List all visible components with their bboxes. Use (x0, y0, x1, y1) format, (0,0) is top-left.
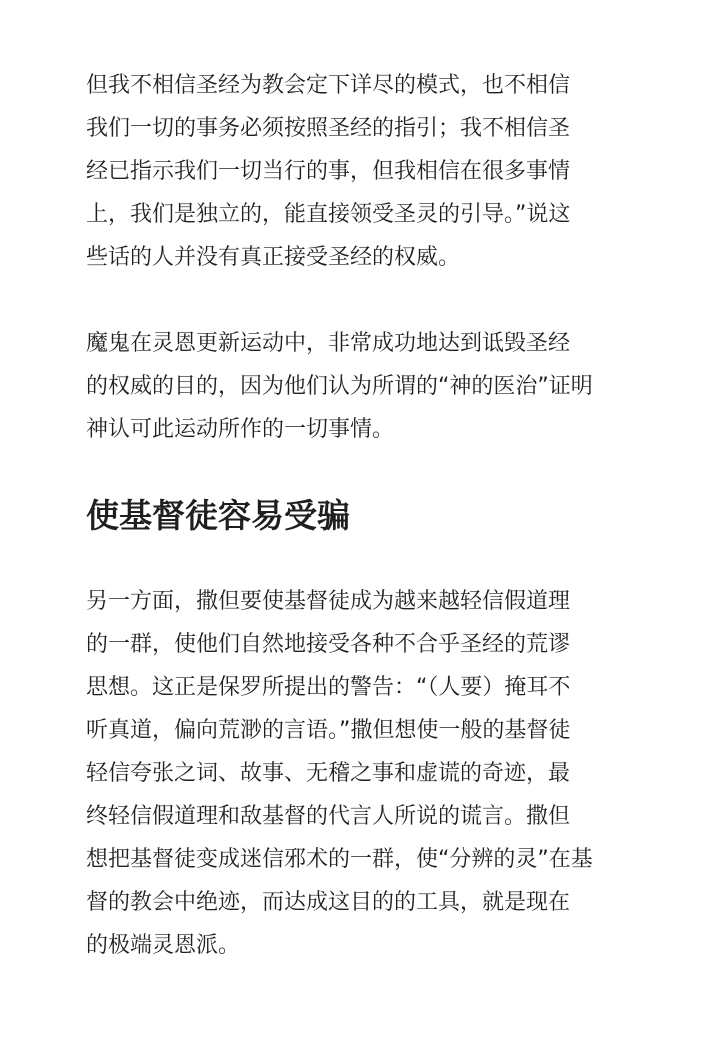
text-line: 些话的人并没有真正接受圣经的权威。 (86, 245, 461, 270)
text-line: 听真道，偏向荒渺的言语。”撒但想使一般的基督徒 (86, 718, 571, 743)
text-line: 神认可此运动所作的一切事情。 (86, 417, 395, 442)
paragraph-scripture-authority (86, 64, 638, 279)
section-heading: 使基督徒容易受骗 (86, 496, 350, 535)
article-body (86, 64, 638, 1010)
text-line: 的一群，使他们自然地接受各种不合乎圣经的荒谬 (86, 632, 571, 657)
text-line: 上，我们是独立的，能直接领受圣灵的引导。”说这 (86, 202, 571, 227)
text-line: 的极端灵恩派。 (86, 933, 241, 958)
text-line: 思想。这正是保罗所提出的警告：“（人要）掩耳不 (86, 675, 571, 700)
text-line: 想把基督徒变成迷信邪术的一群，使“分辨的灵”在基 (86, 847, 593, 872)
text-line: 另一方面，撒但要使基督徒成为越来越轻信假道理 (86, 589, 571, 614)
text-line: 魔鬼在灵恩更新运动中，非常成功地达到诋毁圣经 (86, 331, 571, 356)
text-line: 终轻信假道理和敌基督的代言人所说的谎言。撒但 (86, 804, 571, 829)
text-line: 督的教会中绝迹，而达成这目的的工具，就是现在 (86, 890, 571, 915)
text-line: 的权威的目的，因为他们认为所谓的“神的医治”证明 (86, 374, 593, 399)
paragraph-renewal-movement (86, 322, 638, 451)
text-line: 经已指示我们一切当行的事，但我相信在很多事情 (86, 159, 571, 184)
text-line: 但我不相信圣经为教会定下详尽的模式，也不相信 (86, 73, 571, 98)
text-line: 我们一切的事务必须按照圣经的指引；我不相信圣 (86, 116, 571, 141)
text-line: 轻信夸张之词、故事、无稽之事和虚谎的奇迹，最 (86, 761, 571, 786)
paragraph-deception (86, 580, 638, 967)
